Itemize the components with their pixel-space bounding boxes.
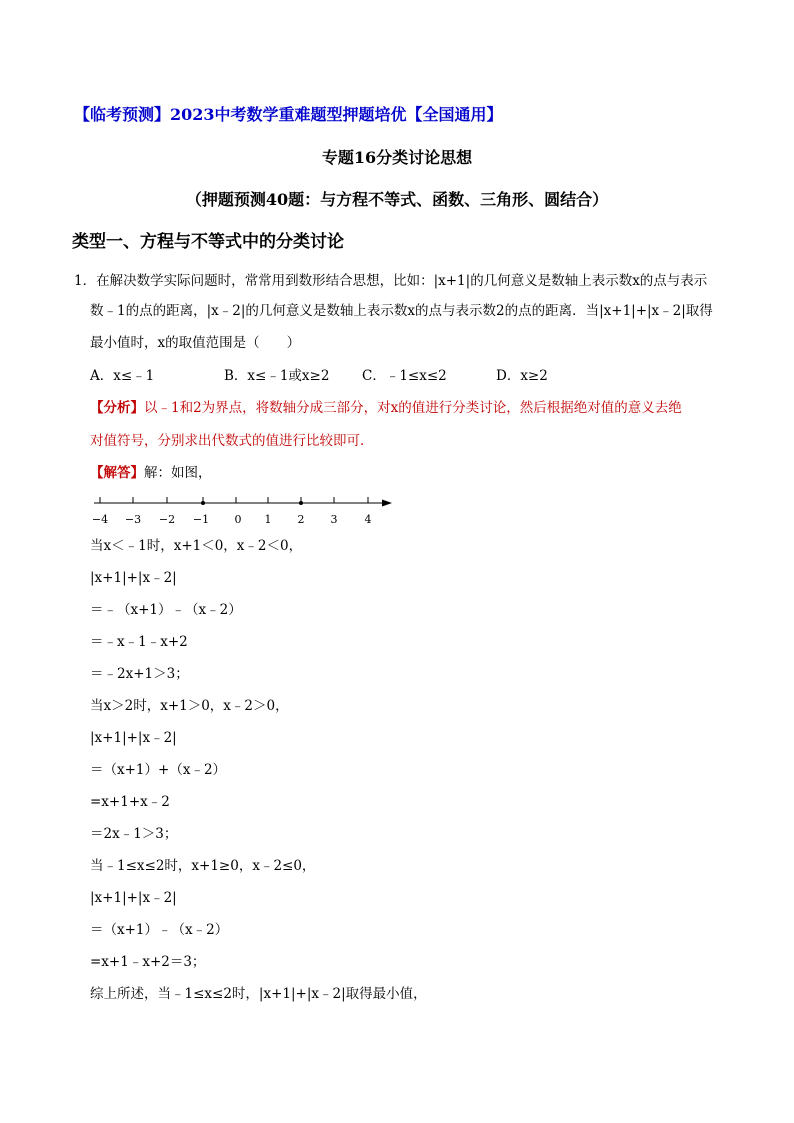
solution-line: =x+1+x﹣2 — [90, 794, 170, 810]
solution-line: 综上所述，当﹣1≤x≤2时，|x+1|+|x﹣2|取得最小值， — [90, 986, 427, 1002]
tick-label: 1 — [264, 513, 272, 526]
topic-subtitle: （押题预测40题：与方程不等式、函数、三角形、圆结合） — [185, 190, 609, 209]
point-2 — [299, 501, 303, 505]
solution-line: |x+1|+|x﹣2| — [90, 730, 177, 746]
solution-line: ＝﹣（x+1）﹣（x﹣2） — [90, 602, 242, 618]
solution-line: 当x＞2时，x+1＞0，x﹣2＞0， — [90, 698, 289, 714]
tick-label: 0 — [234, 513, 242, 526]
tick-label: 4 — [364, 513, 372, 526]
option-b: B．x≤﹣1或x≥2 — [224, 368, 330, 384]
question-line-2: 数﹣1的点的距离，|x﹣2|的几何意义是数轴上表示数x的点与表示数2的点的距离．当|x+1|+|x﹣2|取得 — [90, 303, 713, 319]
solution-line: ＝﹣2x+1＞3； — [90, 666, 189, 682]
analysis-text-1: 以﹣1和2为界点，将数轴分成三部分，对x的值进行分类讨论，然后根据绝对值的意义去绝 — [144, 400, 682, 416]
answer-tag: 【解答】 — [90, 465, 144, 481]
solution-line: ＝2x﹣1＞3； — [90, 826, 178, 842]
number-line-arrow — [382, 500, 392, 507]
point-minus-1 — [201, 501, 205, 505]
answer-intro: 解：如图， — [144, 465, 212, 481]
section-heading: 类型一、方程与不等式中的分类讨论 — [72, 232, 344, 252]
tick-label: −1 — [192, 513, 210, 526]
document-title: 【临考预测】2023中考数学重难题型押题培优【全国通用】 — [74, 105, 503, 124]
topic-title: 专题16分类讨论思想 — [321, 148, 473, 167]
tick-label: −2 — [158, 513, 176, 526]
solution-line: |x+1|+|x﹣2| — [90, 890, 177, 906]
solution-line: =x+1﹣x+2＝3； — [90, 954, 206, 970]
solution-line: ＝（x+1）﹣（x﹣2） — [90, 922, 229, 938]
option-d: D．x≥2 — [496, 368, 548, 384]
analysis-line-1 — [90, 399, 682, 417]
analysis-line-2: 对值符号，分别求出代数式的值进行比较即可． — [90, 433, 374, 449]
tick-label: −3 — [124, 513, 142, 526]
analysis-tag: 【分析】 — [90, 400, 144, 416]
solution-line: 当﹣1≤x≤2时，x+1≥0，x﹣2≤0， — [90, 858, 316, 874]
tick-label: −4 — [91, 513, 109, 526]
option-c: C．﹣1≤x≤2 — [362, 368, 447, 384]
tick-label: 3 — [330, 513, 338, 526]
solution-line: ＝﹣x﹣1﹣x+2 — [90, 634, 188, 650]
number-line-ticks — [100, 497, 368, 503]
answer-intro-line — [90, 464, 212, 482]
solution-line: ＝（x+1）+（x﹣2） — [90, 762, 227, 778]
number-line-figure — [88, 490, 398, 530]
question-line-1: 1．在解决数学实际问题时，常常用到数形结合思想，比如：|x+1|的几何意义是数轴上表示数x的点与表示 — [74, 273, 708, 289]
option-a: A．x≤﹣1 — [90, 368, 155, 384]
tick-label: 2 — [297, 513, 305, 526]
solution-line: 当x＜﹣1时，x+1＜0，x﹣2＜0， — [90, 538, 303, 554]
solution-line: |x+1|+|x﹣2| — [90, 570, 177, 586]
question-line-3: 最小值时，x的取值范围是（ ） — [90, 335, 301, 351]
